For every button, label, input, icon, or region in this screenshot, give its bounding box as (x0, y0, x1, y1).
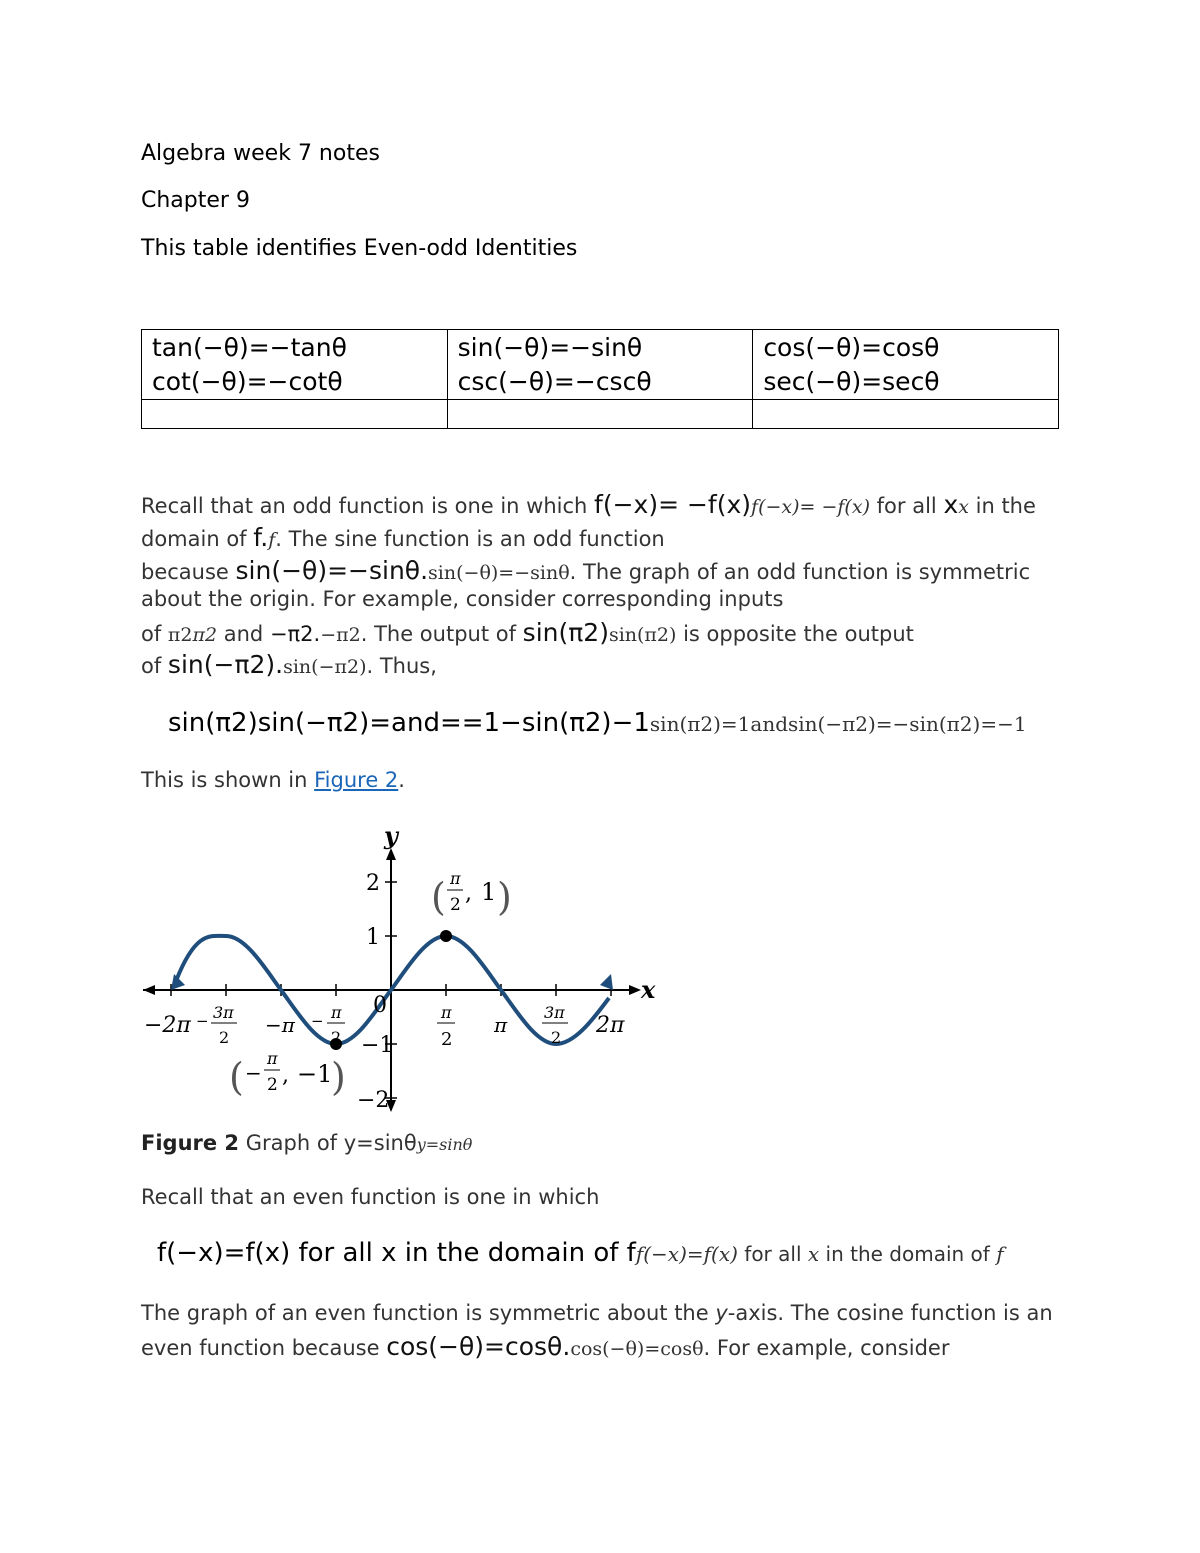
even-equation: f(−x)=f(x) for all x in the domain of ff(−x)=f(x) for all x in the domain of f (157, 1238, 1004, 1268)
odd-line-4: about the origin. For example, consider corresponding inputs (141, 587, 784, 611)
even-line-2: even function because cos(−θ)=cosθ.cos(−θ)=cosθ. For example, consider (141, 1332, 950, 1361)
odd-line-1: Recall that an odd function is one in which f(−x)= −f(x)f(−x)= −f(x) for all xx in the (141, 490, 1036, 519)
x-tick-neg-pi2-sign: − (311, 1012, 324, 1030)
y-tick-2: 2 (366, 871, 380, 896)
identity-cot: cot(−θ)=−cotθ (152, 367, 343, 396)
identity-tan: tan(−θ)=−tanθ (152, 333, 347, 362)
identity-empty-2 (447, 400, 753, 429)
max-label-y: 1 (481, 878, 497, 906)
identity-table (141, 329, 1059, 429)
identity-sin: sin(−θ)=−sinθ (457, 333, 643, 362)
y-tick-1: 1 (366, 925, 380, 950)
max-label-den: 2 (450, 895, 461, 915)
min-label-lparen: ( (229, 1055, 244, 1099)
even-intro: Recall that an even function is one in which (141, 1185, 600, 1209)
x-tick-neg-pi: −π (265, 1013, 295, 1037)
identity-cos: cos(−θ)=cosθ (763, 333, 940, 362)
x-tick-2pi: 2π (596, 1013, 625, 1038)
chapter-heading: Chapter 9 (141, 188, 250, 213)
identity-cell-1 (142, 330, 448, 400)
y-tick-neg-1: −1 (361, 1033, 394, 1058)
x-tick-neg-3pi2-sign: − (196, 1012, 209, 1030)
figure-2-link[interactable]: Figure 2 (314, 768, 399, 792)
odd-equation: sin(π2)sin(−π2)=and==1−sin(π2)−1sin(π2)=1andsin(−π2)=−sin(π2)=−1 (168, 708, 1027, 738)
min-label-den: 2 (267, 1075, 278, 1095)
max-label-comma: , (465, 881, 472, 906)
y-axis-label: y (384, 821, 398, 850)
min-label-num: π (267, 1049, 278, 1068)
identity-cell-2 (447, 330, 753, 400)
x-tick-pi2-num: π (441, 1003, 452, 1022)
x-tick-neg-3pi2-den: 2 (219, 1028, 230, 1047)
x-axis-right-arrow (629, 985, 641, 995)
identity-sec: sec(−θ)=secθ (763, 367, 940, 396)
x-tick-3pi2-num: 3π (544, 1003, 565, 1022)
x-tick-neg-3pi2-num: 3π (213, 1003, 234, 1022)
x-tick-neg-2pi: −2π (144, 1013, 191, 1038)
even-line-1: The graph of an even function is symmetric about the y-axis. The cosine function is an (141, 1301, 1053, 1325)
max-label-rparen: ) (497, 875, 512, 919)
odd-line-2: domain of f.f. The sine function is an odd function (141, 523, 665, 552)
x-axis-left-arrow (143, 985, 155, 995)
identity-cell-3 (753, 330, 1059, 400)
odd-line-5: of π2π2 and −π2.−π2. The output of sin(π2)sin(π2) is opposite the output (141, 618, 914, 647)
x-tick-pi2-den: 2 (441, 1029, 453, 1050)
max-point (440, 930, 452, 942)
min-label-comma: , (282, 1063, 289, 1088)
x-tick-3pi2-den: 2 (551, 1028, 562, 1047)
x-tick-pi: π (494, 1013, 508, 1037)
odd-line-6: of sin(−π2).sin(−π2). Thus, (141, 650, 437, 679)
x-tick-neg-pi2-den: 2 (331, 1028, 342, 1047)
figure-ref: This is shown in Figure 2. (141, 768, 405, 792)
curve-right-arrow (600, 974, 613, 990)
figure-caption: Figure 2 Graph of y=sinθy=sinθ (141, 1131, 473, 1155)
sine-graph (141, 820, 681, 1120)
identity-empty-3 (753, 400, 1059, 429)
table-intro: This table identifies Even-odd Identities (141, 236, 578, 261)
min-label-rparen: ) (331, 1055, 346, 1099)
identity-empty-1 (142, 400, 448, 429)
y-tick-neg-2: −2 (357, 1088, 390, 1113)
max-label-num: π (450, 869, 461, 888)
min-label-sign: − (245, 1061, 262, 1085)
origin-label: 0 (373, 993, 387, 1018)
min-label-y: −1 (297, 1060, 333, 1088)
x-tick-neg-pi2-num: π (331, 1003, 342, 1022)
identity-csc: csc(−θ)=−cscθ (457, 367, 652, 396)
page-title: Algebra week 7 notes (141, 141, 380, 166)
odd-line-3: because sin(−θ)=−sinθ.sin(−θ)=−sinθ. The graph of an odd function is symmetric (141, 556, 1031, 585)
max-label-lparen: ( (431, 875, 446, 919)
x-axis-label: x (641, 975, 656, 1004)
